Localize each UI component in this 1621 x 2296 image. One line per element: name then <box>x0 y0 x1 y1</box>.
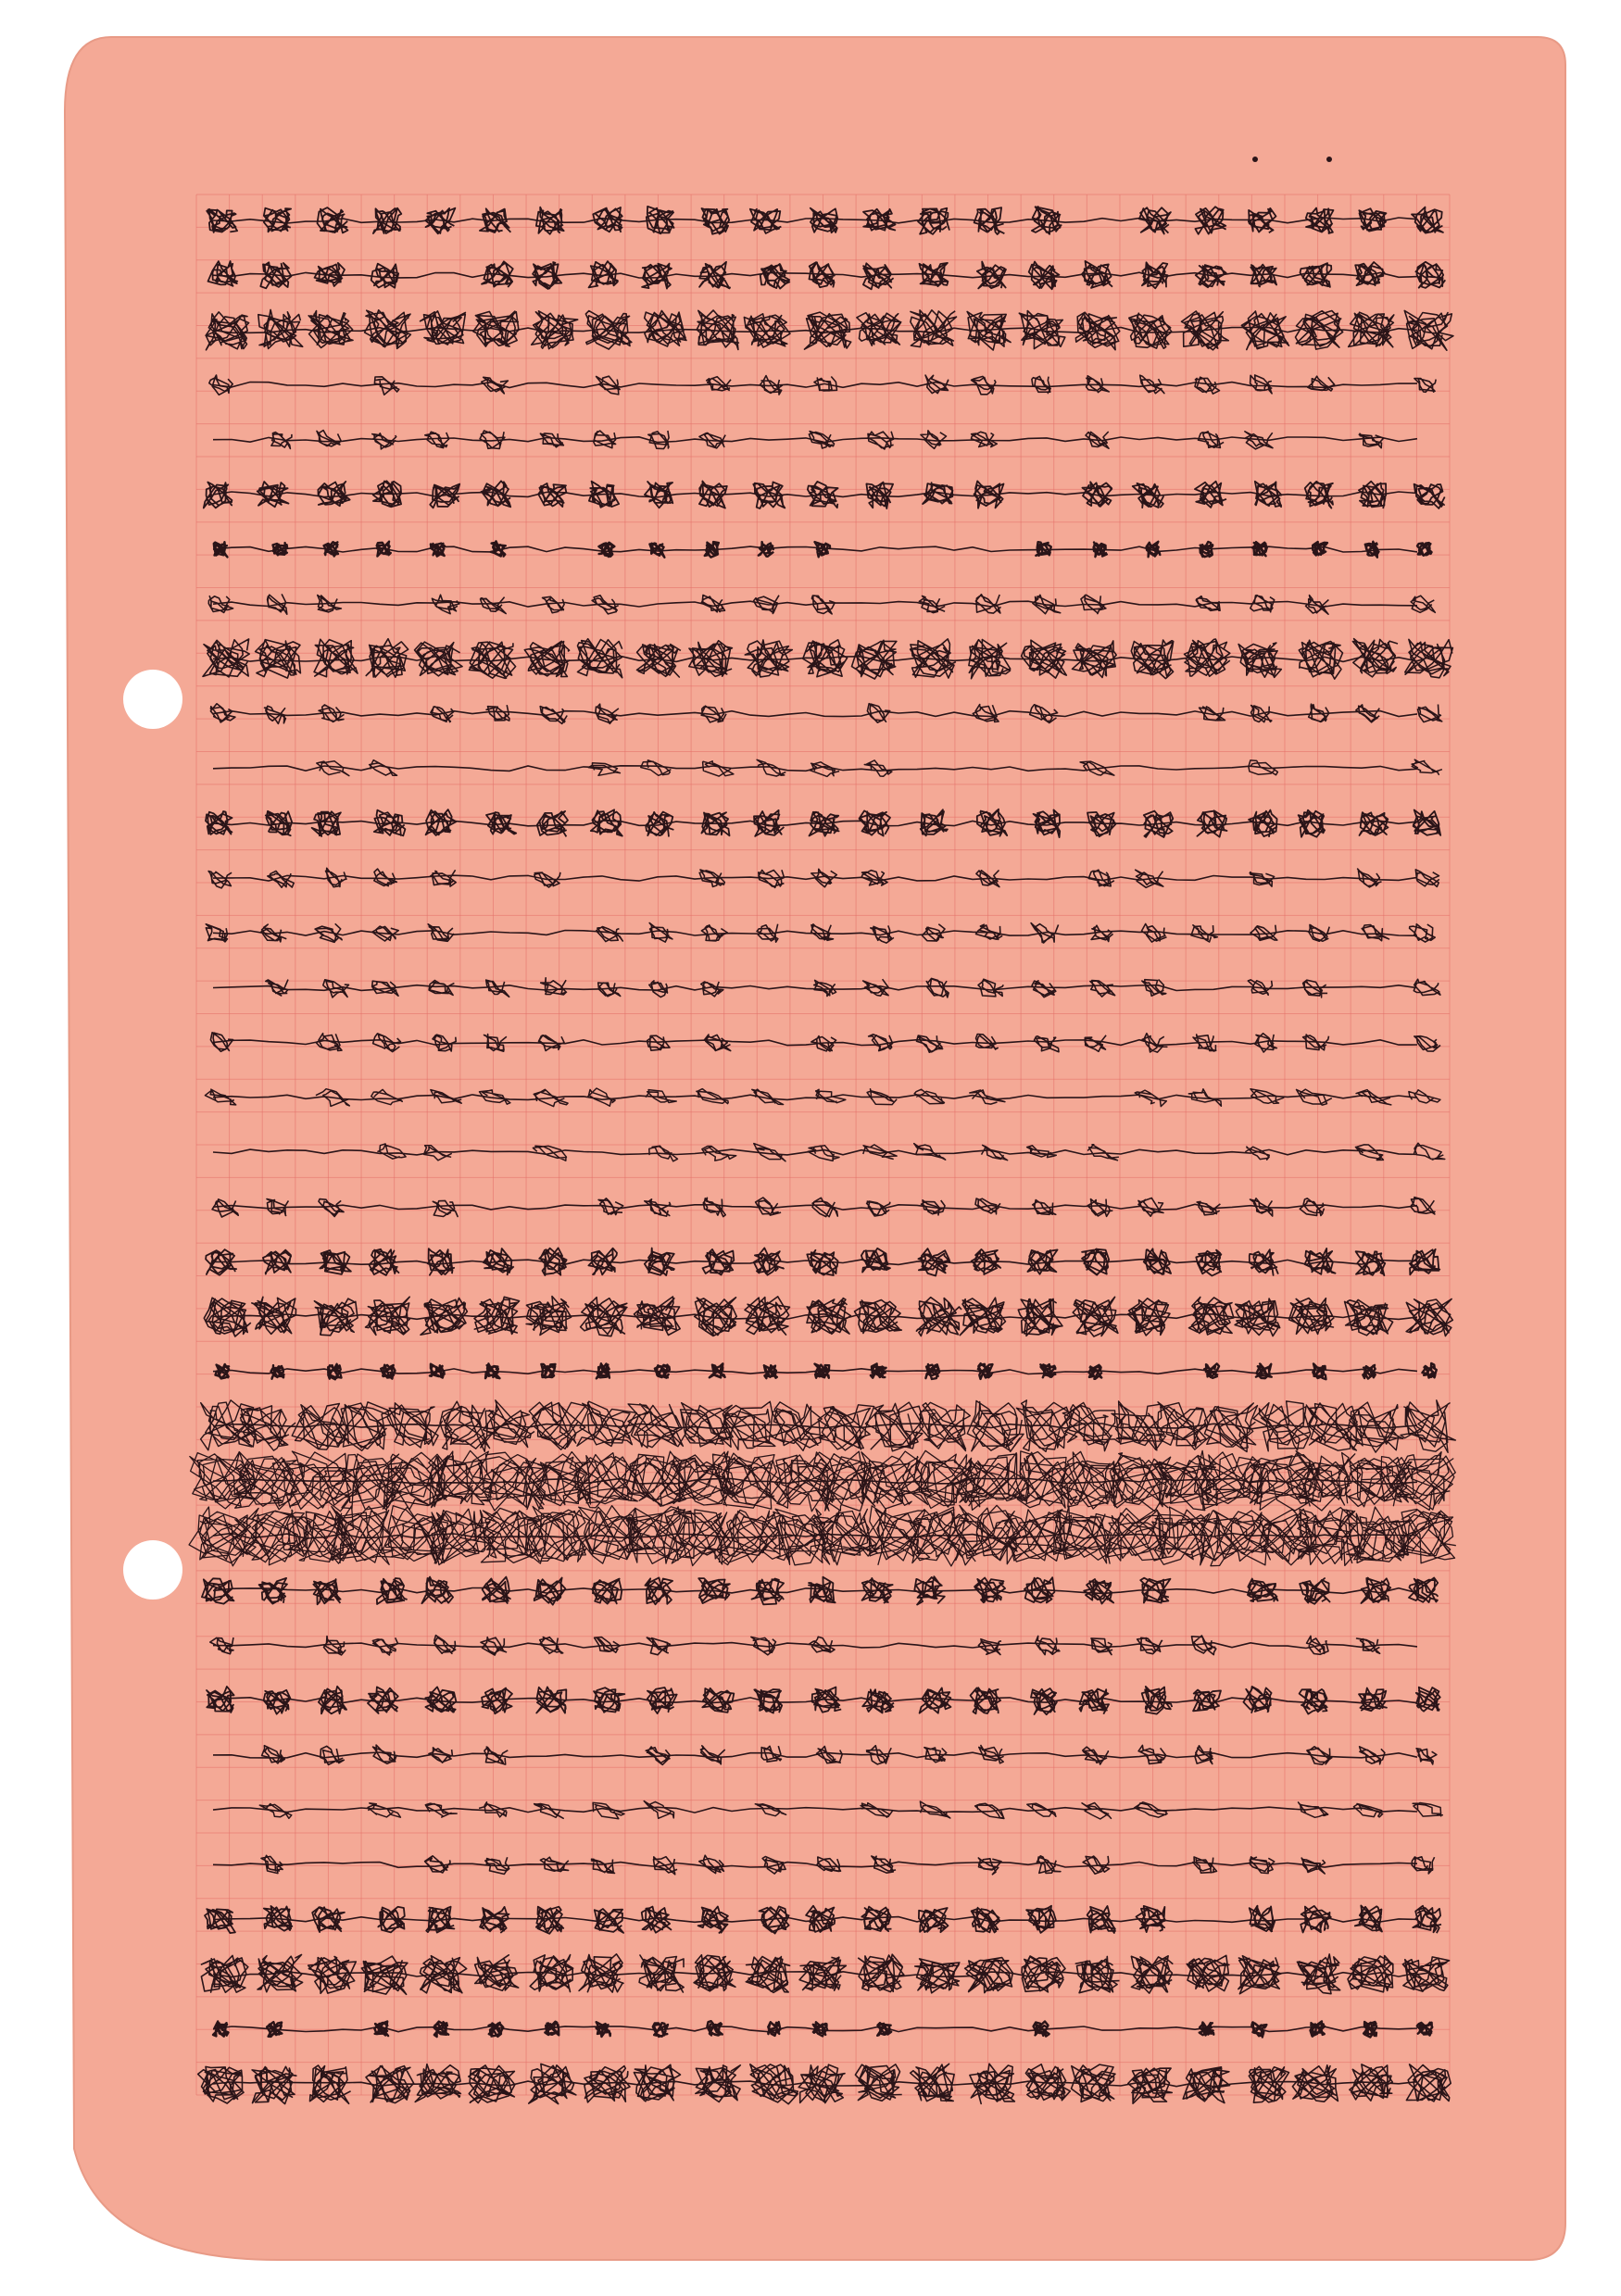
ink-scribble-mark <box>324 542 338 556</box>
ink-scribble-mark <box>877 2023 891 2036</box>
ink-scribble-mark <box>273 543 288 555</box>
ink-scribble-mark <box>1139 207 1171 233</box>
ink-scribble-mark <box>214 542 228 557</box>
pencil-dot <box>1326 157 1332 162</box>
ink-scribble-mark <box>1040 1364 1055 1377</box>
binder-hole-top <box>123 670 182 729</box>
binder-hole-bottom <box>123 1540 182 1600</box>
ink-scribble-mark <box>1094 543 1107 558</box>
ink-scribble-mark <box>815 1364 830 1378</box>
pencil-dot <box>1252 157 1258 162</box>
ink-scribble-mark <box>764 1365 777 1378</box>
ink-scribble-mark <box>328 1364 341 1380</box>
ink-scribble-mark <box>434 2022 448 2038</box>
ink-scribble-mark <box>1416 1687 1440 1712</box>
ink-scribble-mark <box>271 1365 285 1379</box>
ink-scribble-mark <box>431 544 445 557</box>
ink-scribble-mark <box>485 1363 500 1378</box>
ink-scribble-mark <box>598 543 614 557</box>
ink-scribble-mark <box>1363 2022 1376 2038</box>
ink-scribble-mark <box>541 1364 555 1378</box>
ink-scribble-mark <box>1252 542 1267 556</box>
ink-scribble-mark <box>381 1365 395 1379</box>
ink-scribble-mark <box>377 542 391 557</box>
